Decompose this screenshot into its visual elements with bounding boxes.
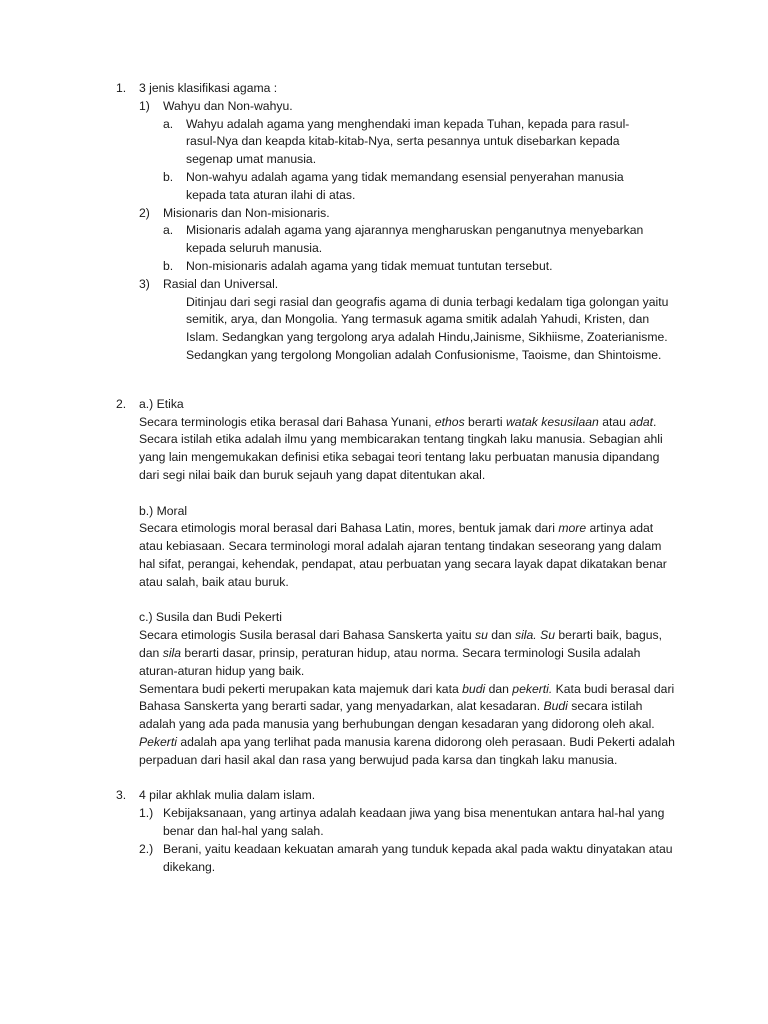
heading-text: c.) Susila dan Budi Pekerti xyxy=(139,610,282,625)
italic-term: budi xyxy=(462,681,486,696)
list-number: 1. xyxy=(116,81,127,95)
text-run: artinya adat atau kebiasaan. Secara terminologi moral adalah ajaran tentang tindakan seseorang yang dalam hal sifat, perangai, kehendak, pendapat, atau perbuatan yang secara layak dapat dikatakan benar atau salah, baik atau buruk. xyxy=(139,521,667,589)
sublist-title: Wahyu dan Non-wahyu. xyxy=(163,98,293,113)
section-heading-etika: a.) Etika xyxy=(139,396,184,411)
list-item-title: 3 jenis klasifikasi agama : xyxy=(139,81,278,95)
sublist-item-1 xyxy=(0,98,768,116)
list-number: 2. xyxy=(116,396,127,411)
text-run: Secara etimologis Susila berasal dari Bahasa Sanskerta yaitu xyxy=(139,628,476,643)
pillar-item-1 xyxy=(0,805,768,841)
paragraph xyxy=(0,294,768,365)
document-page xyxy=(0,80,768,876)
paragraph-moral xyxy=(0,520,768,591)
text-run: dan xyxy=(487,628,515,643)
point-a xyxy=(0,222,768,258)
italic-term: sila xyxy=(162,645,182,660)
paragraph-text: Ditinjau dari segi rasial dan geografis agama di dunia terbagi kedalam tiga golongan yaitu semitik, arya, dan Mongolia. Yang termasuk agama smitik adalah Yahudi, Kristen, dan Islam. Sedangkan yang tergolong arya adalah Hindu,Jainisme, Sikhiisme, Zoaterianisme. Sedangkan yang tergolong Mongolian adalah Confusionisme, Taoisme, dan Shintoisme. xyxy=(186,294,669,362)
text-run: berarti dasar, prinsip, peraturan hidup, atau norma. Secara terminologi Susila adalah aturan-aturan hidup yang baik. xyxy=(139,645,641,678)
section-heading-susila xyxy=(0,609,768,627)
text-run: berarti baik, bagus, dan xyxy=(139,628,663,660)
pillar-text: Kebijaksanaan, yang artinya adalah keadaan jiwa yang bisa menentukan antara hal-hal yang benar dan hal-hal yang salah. xyxy=(163,806,665,839)
italic-term: more xyxy=(558,521,587,536)
italic-term: Budi xyxy=(543,699,568,714)
point-text: Misionaris adalah agama yang ajarannya mengharuskan penganutnya menyebarkan kepada seluruh manusia. xyxy=(186,223,644,256)
point-letter: a. xyxy=(163,223,174,238)
text-run: atau xyxy=(598,414,630,429)
point-text: Wahyu adalah agama yang menghendaki iman kepada Tuhan, kepada para rasul-rasul-Nya dan keapda kitab-kitab-Nya, serta pesannya untuk disebarkan kepada segenap umat manusia. xyxy=(186,116,630,167)
paragraph-susila xyxy=(0,627,768,680)
text-run: Secara terminologis etika berasal dari Bahasa Yunani, xyxy=(139,414,435,429)
pillar-number: 1.) xyxy=(139,806,154,821)
pillar-item-2 xyxy=(0,841,768,877)
list-item-3 xyxy=(0,787,768,805)
point-text: Non-wahyu adalah agama yang tidak memandang esensial penyerahan manusia kepada tata aturan ilahi di atas. xyxy=(186,169,624,202)
italic-term: Pekerti xyxy=(139,734,177,749)
pillar-number: 2.) xyxy=(139,841,154,856)
point-a xyxy=(0,116,768,169)
paragraph-budi-pekerti xyxy=(0,681,768,770)
italic-term: Su xyxy=(540,628,555,643)
point-b xyxy=(0,258,768,276)
text-run: Secara etimologis moral berasal dari Bahasa Latin, mores, bentuk jamak dari xyxy=(139,521,559,536)
pillar-text: Berani, yaitu keadaan kekuatan amarah yang tunduk kepada akal pada waktu dinyatakan atau dikekang. xyxy=(163,841,673,874)
sublist-number: 3) xyxy=(139,276,150,291)
italic-term: pekerti. xyxy=(512,681,553,696)
list-number: 3. xyxy=(116,788,127,803)
text-run: secara istilah adalah yang ada pada manusia yang berhubungan dengan kesadaran yang didorong oleh akal. xyxy=(139,699,655,732)
paragraph-etika xyxy=(0,414,768,485)
text-run: dan xyxy=(485,681,513,696)
italic-term: watak kesusilaan xyxy=(506,414,599,429)
sublist-title: Misionaris dan Non-misionaris. xyxy=(163,205,330,220)
sublist-item-2 xyxy=(0,205,768,223)
text-run: adalah apa yang terlihat pada manusia karena didorong oleh perasaan. Budi Pekerti adalah perpaduan dari hasil akal dan rasa yang berwujud pada karsa dan tingkah laku manusia. xyxy=(139,734,675,767)
point-text: Non-misionaris adalah agama yang tidak memuat tuntutan tersebut. xyxy=(186,258,553,273)
text-run: Sementara budi pekerti merupakan kata majemuk dari kata xyxy=(139,681,463,696)
sublist-number: 1) xyxy=(139,98,150,113)
sublist-number: 2) xyxy=(139,205,150,220)
sublist-title: Rasial dan Universal. xyxy=(163,276,279,291)
text-run: Kata budi berasal dari Bahasa Sanskerta yang berarti sadar, yang menyadarkan, alat kesadaran. xyxy=(139,681,675,714)
point-letter: b. xyxy=(163,169,174,184)
point-letter: b. xyxy=(163,258,174,273)
text-run: berarti xyxy=(464,414,506,429)
sublist-item-3 xyxy=(0,276,768,294)
italic-term: adat xyxy=(629,414,654,429)
list-item-2 xyxy=(0,396,768,414)
italic-term: ethos xyxy=(434,414,465,429)
italic-term: su xyxy=(475,628,488,643)
list-item-title: 4 pilar akhlak mulia dalam islam. xyxy=(139,788,316,803)
section-heading-moral xyxy=(0,503,768,521)
point-b xyxy=(0,169,768,205)
heading-text: b.) Moral xyxy=(139,503,188,518)
list-item-1 xyxy=(0,80,768,98)
italic-term: sila. xyxy=(515,628,537,643)
point-letter: a. xyxy=(163,116,174,131)
text-run: . Secara istilah etika adalah ilmu yang membicarakan tentang tingkah laku manusia. Sebagian ahli yang lain mengemukakan definisi etika sebagai teori tentang laku perbuatan manusia dipandang dari segi nilai baik dan buruk sejauh yang dapat ditentukan akal. xyxy=(139,414,663,482)
